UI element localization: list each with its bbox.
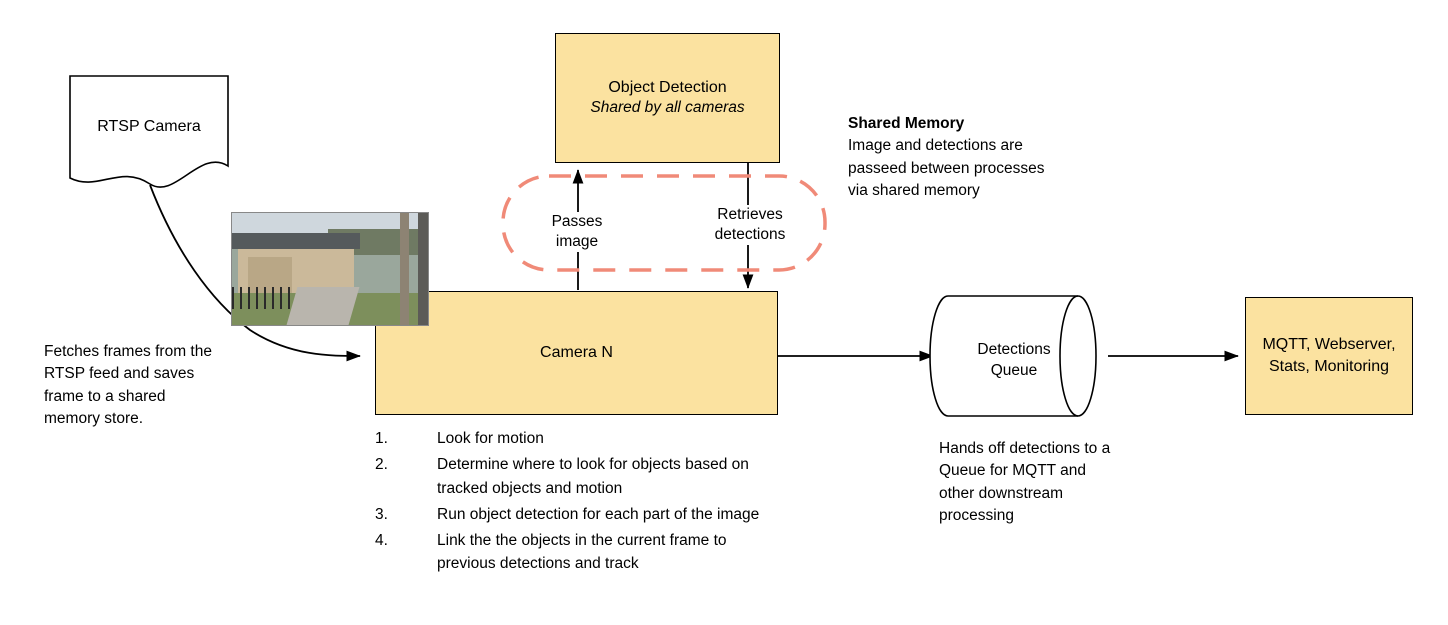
shared-memory-note-body: Image and detections are passeed between processes via shared memory [848,137,1045,200]
camera-step-number: 1. [375,430,388,447]
camera-step-number: 3. [375,505,388,523]
camera-step-row [375,427,775,453]
camera-steps-table [375,427,775,579]
camera-step-text: Link the the objects in the current frame to previous detections and track [437,532,727,573]
passes-image-line1: Passes [551,213,603,230]
camera-step-text: Determine where to look for objects based on tracked objects and motion [437,456,749,497]
camera-step-text: Look for motion [437,430,544,447]
passes-image-label [527,212,627,252]
rtsp-camera-node [70,76,228,186]
camera-n-node[interactable] [375,291,778,415]
queue-handoff-note [939,438,1119,528]
downstream-node[interactable] [1245,297,1413,415]
queue-handoff-note-body: Hands off detections to a Queue for MQTT and other downstream processing [939,440,1111,525]
retrieves-detections-label [690,205,810,245]
object-detection-sublabel: Shared by all cameras [590,99,745,117]
camera-steps-list [375,427,775,579]
fetch-frames-note-body: Fetches frames from the RTSP feed and saves frame to a shared memory store. [44,343,212,428]
camera-step-number: 4. [375,532,388,549]
thumb-pole [400,213,409,325]
camera-n-label: Camera N [540,344,613,362]
passes-image-line2: image [555,233,599,251]
detections-queue-label [940,340,1088,382]
downstream-label-line1: MQTT, Webserver, [1262,336,1396,354]
detections-queue-label-line2: Queue [990,361,1038,379]
object-detection-node[interactable] [555,33,780,163]
thumb-driveway [287,287,360,325]
camera-snapshot-thumbnail [231,212,429,326]
camera-steps-body [375,427,775,579]
retrieves-detections-line1: Retrieves [717,206,783,223]
shared-memory-note-title: Shared Memory [848,115,965,132]
downstream-label-line2: Stats, Monitoring [1268,358,1390,375]
camera-step-text: Run object detection for each part of the image [437,505,760,523]
retrieves-detections-line2: detections [714,226,786,244]
detections-queue-label-line1: Detections [977,341,1051,358]
thumb-right-edge [418,213,428,325]
camera-step-number: 2. [375,456,388,474]
thumb-fence [232,287,294,309]
camera-step-row [375,529,775,579]
detections-queue-node[interactable] [948,296,1096,416]
rtsp-camera-label: RTSP Camera [97,118,201,135]
object-detection-label: Object Detection [608,78,727,96]
fetch-frames-note [44,341,224,431]
thumb-roof [232,233,360,249]
camera-step-row [375,453,775,503]
shared-memory-note [848,113,1062,203]
camera-step-row [375,503,775,529]
